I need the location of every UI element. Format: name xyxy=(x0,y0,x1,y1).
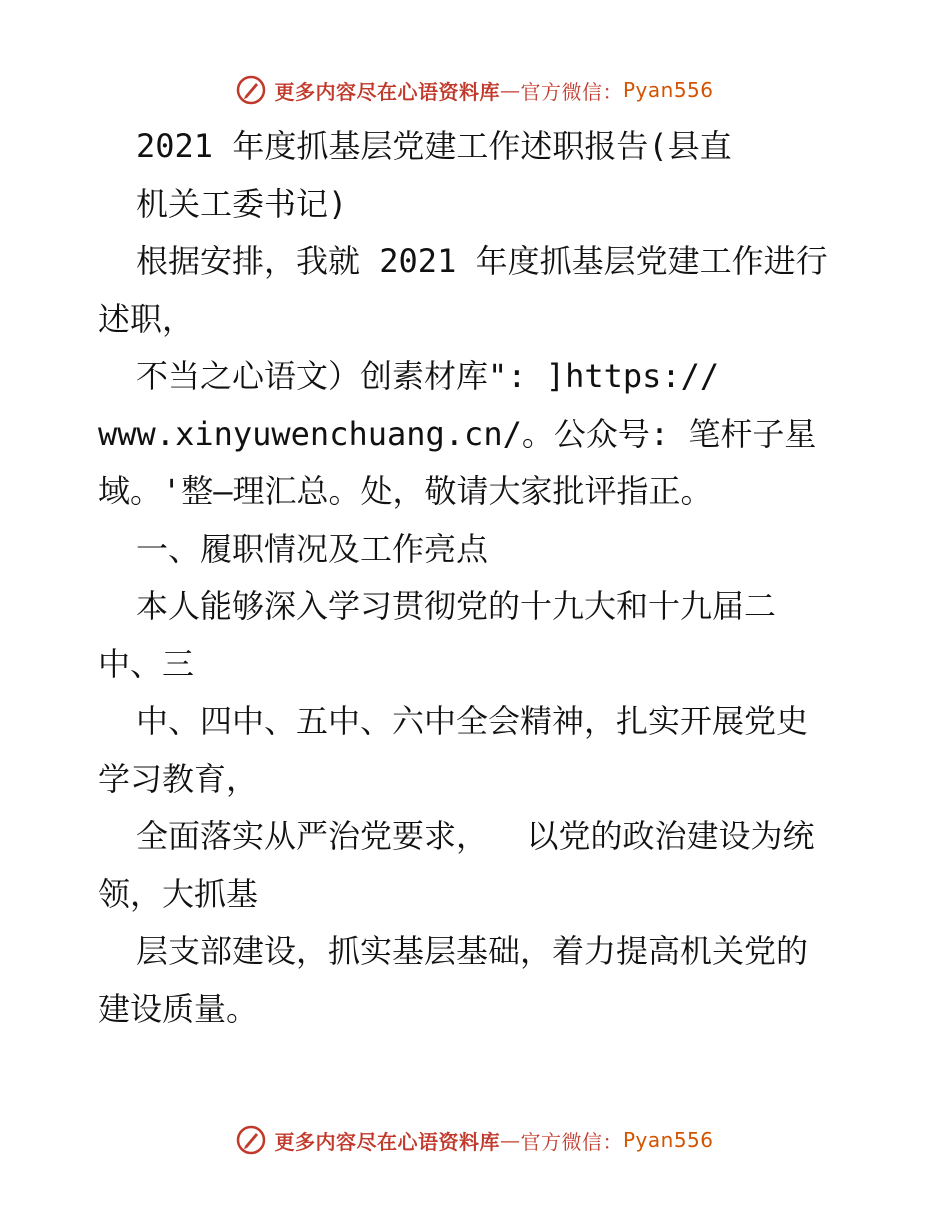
paragraph-line: 中、四中、五中、六中全会精神，扎实开展党史 xyxy=(136,702,809,740)
doc-title-line-2: 机关工委书记) xyxy=(136,184,348,223)
section-heading: 一、履职情况及工作亮点 xyxy=(136,529,489,568)
quill-logo-icon xyxy=(236,1125,266,1155)
watermark-separator: — xyxy=(499,1128,521,1152)
paragraph-line: 全面落实从严治党要求， 以党的政治建设为统 xyxy=(136,817,815,855)
watermark-separator: — xyxy=(499,78,521,102)
paragraph-line: 建设质量。 xyxy=(98,989,259,1028)
watermark-text: 更多内容尽在心语资料库 xyxy=(274,79,500,104)
paragraph-line: 中、三 xyxy=(98,644,195,683)
paragraph-line: 学习教育， xyxy=(98,759,259,798)
paragraph-line: 域。'整—理汇总。处，敬请大家批评指正。 xyxy=(98,472,713,510)
paragraph-line: 述职， xyxy=(98,299,195,338)
paragraph-line: 不当之心语文）创素材库": ]https:// xyxy=(136,357,720,395)
watermark-wechat-id: Pyan556 xyxy=(622,1128,714,1152)
watermark-wechat-label: 官方微信： xyxy=(520,79,623,104)
document-body xyxy=(98,118,858,1038)
watermark-wechat-label: 官方微信： xyxy=(520,1129,623,1154)
header-watermark xyxy=(0,70,950,110)
paragraph-line: www.xinyuwenchuang.cn/。公众号: 笔杆子星 xyxy=(98,414,817,453)
quill-logo-icon xyxy=(236,75,266,105)
watermark-wechat-id: Pyan556 xyxy=(622,78,714,102)
footer-watermark xyxy=(0,1120,950,1160)
paragraph-line: 层支部建设，抓实基层基础，着力提高机关党的 xyxy=(136,932,809,970)
watermark-text: 更多内容尽在心语资料库 xyxy=(274,1129,500,1154)
paragraph-line: 领，大抓基 xyxy=(98,874,259,913)
paragraph-line: 本人能够深入学习贯彻党的十九大和十九届二 xyxy=(136,587,777,625)
paragraph-line: 根据安排，我就 2021 年度抓基层党建工作进行 xyxy=(136,242,828,280)
doc-title-line-1: 2021 年度抓基层党建工作述职报告(县直 xyxy=(136,127,732,165)
